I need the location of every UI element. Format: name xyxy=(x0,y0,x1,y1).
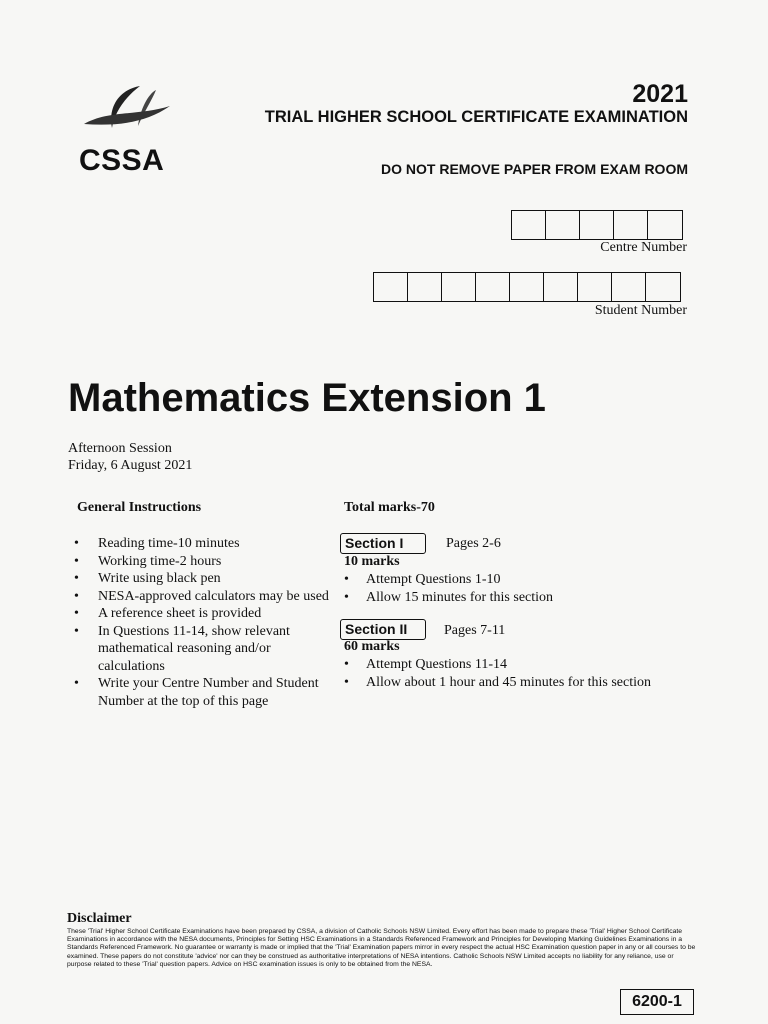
organisation-name: CSSA xyxy=(79,144,165,177)
exam-title: TRIAL HIGHER SCHOOL CERTIFICATE EXAMINATION xyxy=(264,108,688,126)
section-1-pages: Pages 2-6 xyxy=(446,536,501,551)
student-number-box[interactable] xyxy=(544,273,578,301)
instruction-item: • NESA-approved calculators may be used xyxy=(70,588,330,606)
student-number-box[interactable] xyxy=(476,273,510,301)
exam-room-notice: DO NOT REMOVE PAPER FROM EXAM ROOM xyxy=(381,161,688,177)
section-2-item: • Allow about 1 hour and 45 minutes for this section xyxy=(344,674,724,692)
instruction-item: • Working time-2 hours xyxy=(70,553,330,571)
student-number-box[interactable] xyxy=(442,273,476,301)
centre-number-boxes[interactable] xyxy=(511,210,683,240)
instruction-item: • Reading time-10 minutes xyxy=(70,535,330,553)
student-number-boxes[interactable] xyxy=(373,272,681,302)
section-2-badge: Section II xyxy=(340,619,426,640)
student-number-box[interactable] xyxy=(646,273,680,301)
section-1-badge: Section I xyxy=(340,533,426,554)
session-date: Friday, 6 August 2021 xyxy=(68,458,193,473)
student-number-box[interactable] xyxy=(408,273,442,301)
instruction-item: • In Questions 11-14, show relevant mathematical reasoning and/or calculations xyxy=(70,623,330,676)
student-number-box[interactable] xyxy=(510,273,544,301)
section-1-marks: 10 marks xyxy=(344,554,400,569)
centre-number-box[interactable] xyxy=(546,211,580,239)
section-1-item: • Allow 15 minutes for this section xyxy=(344,589,724,607)
instruction-item: • A reference sheet is provided xyxy=(70,605,330,623)
session-info xyxy=(68,440,192,474)
section-2-pages: Pages 7-11 xyxy=(444,623,506,638)
general-instructions-list xyxy=(70,535,330,710)
student-number-box[interactable] xyxy=(612,273,646,301)
centre-number-box[interactable] xyxy=(512,211,546,239)
section-1-instructions xyxy=(344,571,724,607)
disclaimer-heading: Disclaimer xyxy=(67,911,132,926)
exam-year: 2021 xyxy=(632,80,688,108)
paper-code: 6200-1 xyxy=(620,989,694,1015)
section-2-marks: 60 marks xyxy=(344,639,400,654)
instruction-item: • Write using black pen xyxy=(70,570,330,588)
section-1-item: • Attempt Questions 1-10 xyxy=(344,571,724,589)
disclaimer-text: These 'Trial' Higher School Certificate Examinations have been prepared by CSSA, a division of Catholic Schools NSW Limited. Every effort has been made to prepare these 'Trial' Higher School Certificate Examinations in accordance with the NESA documents, Principles for Setting HSC Examinations in a Standards Referenced Framework and Principles for Developing Marking Guidelines Examinations in a Standards Referenced Framework. No guarantee or warranty is made or implied that the 'Trial' Examination papers mirror in every respect the actual HSC Examination question paper in any or all courses to be examined. These papers do not constitute 'advice' nor can they be construed as authoritative interpretations of NESA intentions. Catholic Schools NSW Limited accepts no liability for any reliance, use or purpose related to these 'Trial' question papers. Advice on HSC examination issues is only to be obtained from the NESA. xyxy=(67,928,696,968)
student-number-label: Student Number xyxy=(594,303,687,318)
student-number-box[interactable] xyxy=(374,273,408,301)
cssa-logo-icon xyxy=(78,80,178,140)
section-2-instructions xyxy=(344,656,724,692)
centre-number-label: Centre Number xyxy=(600,240,687,255)
subject-title: Mathematics Extension 1 xyxy=(68,376,546,420)
section-2-item: • Attempt Questions 11-14 xyxy=(344,656,724,674)
student-number-box[interactable] xyxy=(578,273,612,301)
session-name: Afternoon Session xyxy=(68,441,172,456)
centre-number-box[interactable] xyxy=(648,211,682,239)
instruction-item: • Write your Centre Number and Student Number at the top of this page xyxy=(70,675,330,710)
centre-number-box[interactable] xyxy=(580,211,614,239)
total-marks: Total marks-70 xyxy=(344,500,435,515)
general-instructions-heading: General Instructions xyxy=(77,500,202,515)
centre-number-box[interactable] xyxy=(614,211,648,239)
